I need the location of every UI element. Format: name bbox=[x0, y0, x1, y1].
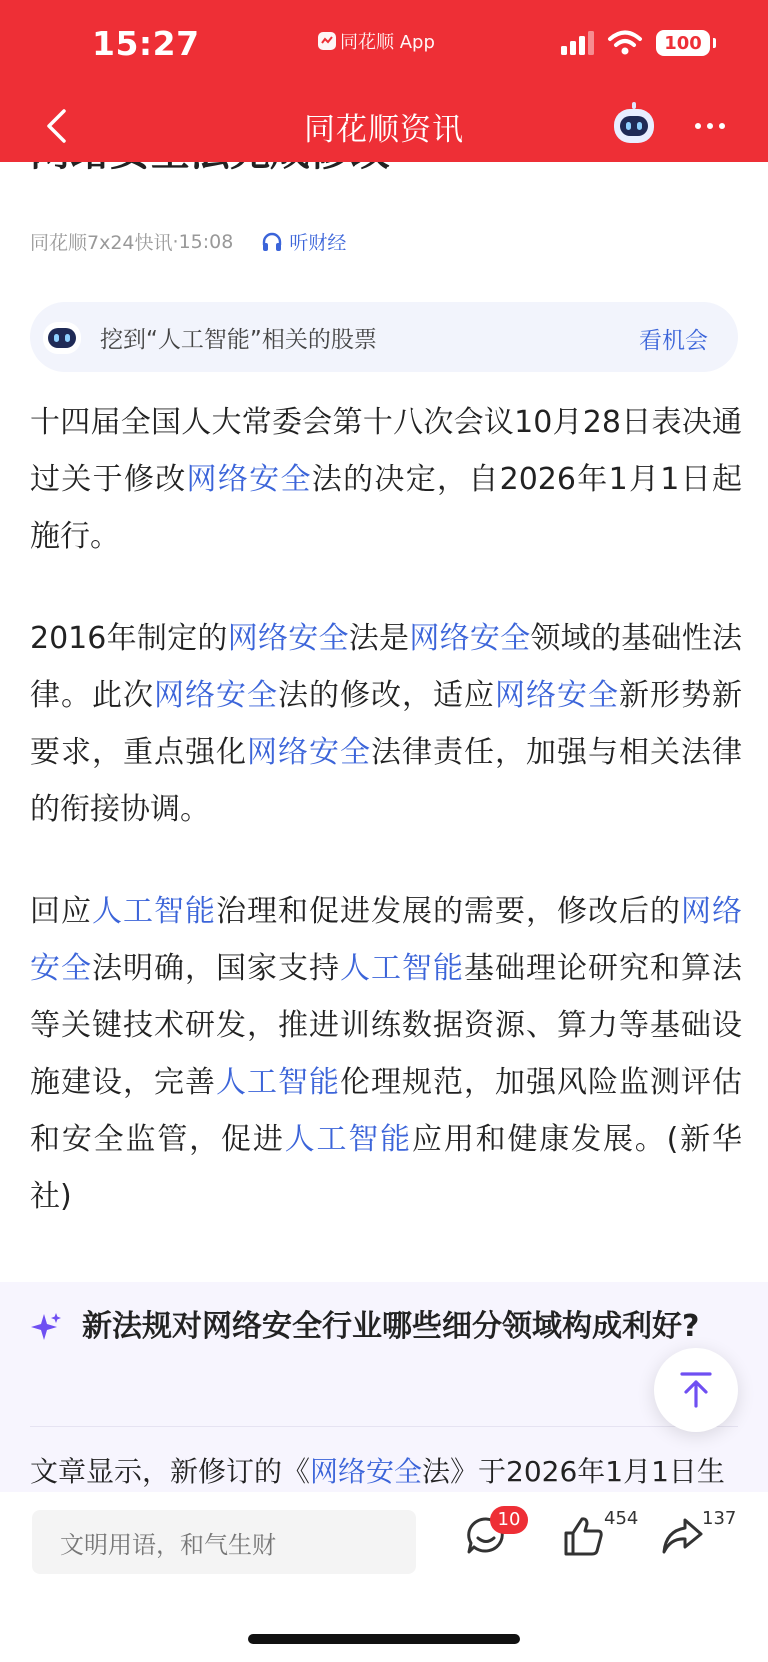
keyword-link[interactable]: 网络安全 bbox=[154, 678, 278, 713]
keyword-link[interactable]: 网络安全 bbox=[310, 1455, 423, 1488]
more-icon bbox=[695, 123, 701, 129]
arrow-up-icon bbox=[679, 1371, 713, 1409]
tonghuashun-logo-icon bbox=[318, 32, 336, 50]
keyword-link[interactable]: 人工智能 bbox=[340, 951, 464, 986]
article-content[interactable] bbox=[0, 162, 768, 1492]
article-source: 同花顺7x24快讯 bbox=[30, 232, 173, 254]
ai-qa-card[interactable] bbox=[0, 1282, 768, 1512]
system-icons bbox=[561, 30, 710, 56]
qa-question[interactable]: 新法规对网络安全行业哪些细分领域构成利好? bbox=[82, 1309, 700, 1344]
like-button[interactable] bbox=[562, 1508, 639, 1570]
sparkle-icon bbox=[30, 1312, 62, 1344]
thumbs-up-icon bbox=[562, 1514, 606, 1558]
keyword-link[interactable]: 网络安全 bbox=[30, 894, 742, 986]
listen-label: 听财经 bbox=[289, 232, 347, 254]
headphones-icon bbox=[261, 231, 283, 253]
article-body bbox=[30, 394, 742, 1270]
back-to-top-button[interactable] bbox=[654, 1348, 738, 1432]
app-indicator[interactable] bbox=[318, 28, 435, 54]
article-time: 15:08 bbox=[178, 230, 234, 253]
qa-answer-preview: 文章显示，新修订的《网络安全法》于2026年1月1日生 bbox=[30, 1455, 725, 1488]
ai-banner-text: 挖到“人工智能”相关的股票 bbox=[100, 326, 377, 353]
more-button[interactable] bbox=[690, 108, 730, 144]
status-time: 15:27 bbox=[92, 24, 200, 63]
keyword-link[interactable]: 人工智能 bbox=[92, 894, 216, 929]
article-meta: 同花顺7x24快讯 · 15:08 听财经 bbox=[30, 228, 346, 255]
battery-icon: 100 bbox=[656, 30, 710, 56]
bottom-action-bar bbox=[0, 1492, 768, 1662]
navbar bbox=[0, 90, 768, 162]
keyword-link[interactable]: 人工智能 bbox=[216, 1065, 340, 1100]
divider bbox=[30, 1426, 738, 1427]
share-count: 137 bbox=[702, 1508, 737, 1529]
keyword-link[interactable]: 网络安全 bbox=[409, 621, 531, 656]
keyword-link[interactable]: 网络安全 bbox=[247, 735, 371, 770]
keyword-link[interactable]: 网络安全 bbox=[186, 462, 312, 497]
paragraph-1: 十四届全国人大常委会第十八次会议10月28日表决通过关于修改网络安全法的决定，自2026年1月1日起施行。 bbox=[30, 405, 742, 554]
home-indicator bbox=[248, 1634, 520, 1644]
paragraph-2: 2016年制定的网络安全法是网络安全领域的基础性法律。此次网络安全法的修改，适应网络安全新形势新要求，重点强化网络安全法律责任，加强与相关法律的衔接协调。 bbox=[30, 621, 743, 827]
top-header bbox=[0, 0, 768, 162]
robot-icon bbox=[610, 100, 658, 148]
like-count: 454 bbox=[604, 1508, 639, 1529]
wifi-icon bbox=[608, 30, 642, 56]
listen-button[interactable] bbox=[261, 228, 346, 255]
keyword-link[interactable]: 网络安全 bbox=[227, 621, 349, 656]
comment-count-badge: 10 bbox=[490, 1506, 528, 1534]
app-indicator-label: 同花顺 App bbox=[340, 32, 435, 53]
page-title: 同花顺资讯 bbox=[304, 112, 464, 148]
see-opportunity-link[interactable]: 看机会 bbox=[639, 328, 708, 354]
share-button[interactable] bbox=[660, 1508, 737, 1570]
comment-input[interactable] bbox=[32, 1510, 416, 1574]
keyword-link[interactable]: 网络安全 bbox=[495, 678, 619, 713]
robot-icon bbox=[40, 315, 84, 359]
status-bar bbox=[0, 0, 768, 90]
assistant-button[interactable] bbox=[610, 100, 658, 148]
keyword-link[interactable]: 人工智能 bbox=[284, 1122, 412, 1157]
comment-button[interactable] bbox=[464, 1509, 524, 1570]
comment-placeholder: 文明用语，和气生财 bbox=[60, 1530, 276, 1559]
paragraph-3: 回应人工智能治理和促进发展的需要，修改后的网络安全法明确，国家支持人工智能基础理论研究和算法等关键技术研发，推进训练数据资源、算力等基础设施建设，完善人工智能伦理规范，加强风险监测评估和安全监管，促进人工智能应用和健康发展。(新华社) bbox=[30, 894, 742, 1214]
cellular-signal-icon bbox=[561, 31, 594, 55]
ai-stock-banner[interactable] bbox=[30, 302, 738, 372]
share-icon bbox=[660, 1514, 704, 1558]
